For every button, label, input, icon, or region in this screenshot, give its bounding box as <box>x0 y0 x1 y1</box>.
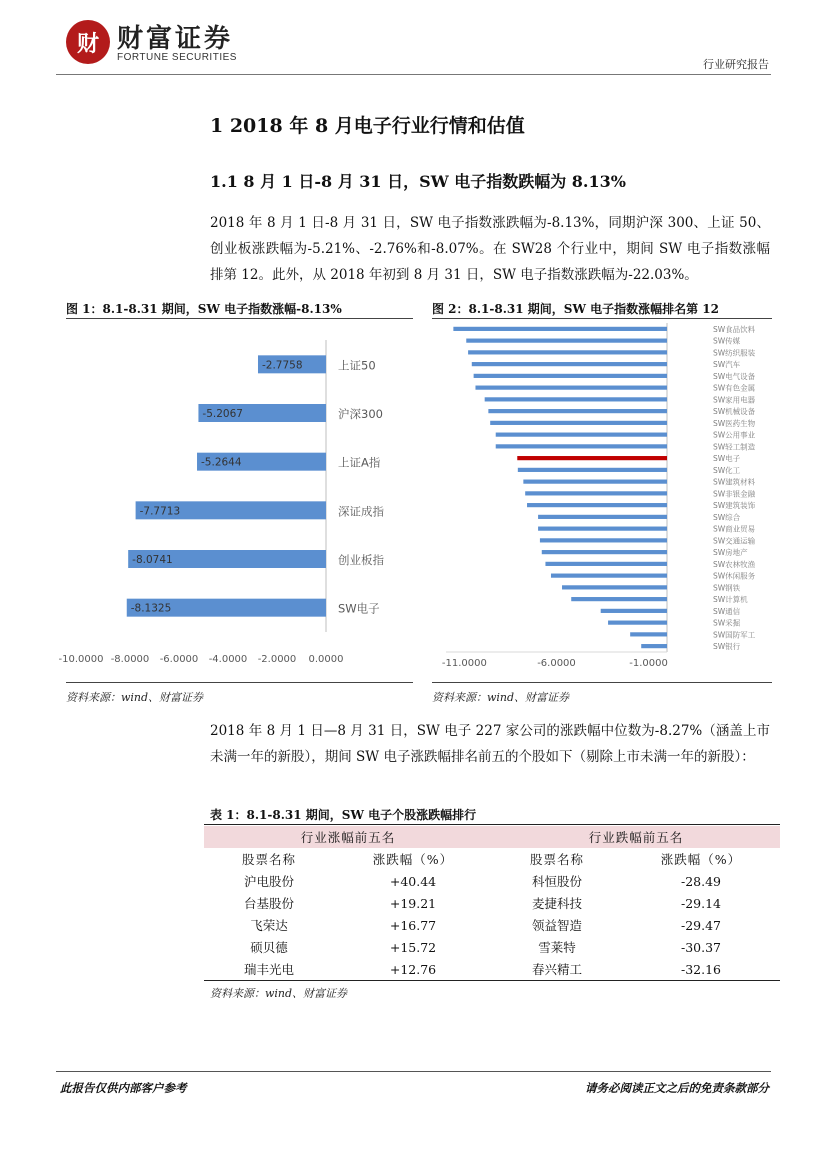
x-tick-label: -6.0000 <box>537 658 576 669</box>
x-tick-label: -1.0000 <box>629 658 668 669</box>
x-tick-label: -10.0000 <box>58 654 104 665</box>
figure-2-title: 图 2：8.1-8.31 期间，SW 电子指数涨幅排名第 12 <box>432 302 719 316</box>
bar <box>527 503 667 507</box>
brand-name-en: FORTUNE SECURITIES <box>117 52 237 63</box>
table-row <box>204 958 780 981</box>
category-label: SW建筑材料 <box>713 477 756 487</box>
header-divider <box>56 74 771 75</box>
subsection-heading: 1.1 8 月 1 日-8 月 31 日，SW 电子指数跌幅为 8.13% <box>210 172 626 191</box>
losers-group-header: 行业跌幅前五名 <box>492 826 780 848</box>
x-tick-label: -4.0000 <box>208 654 248 665</box>
category-label: SW轻工制造 <box>713 442 756 452</box>
stock-ranking-table <box>204 826 780 981</box>
bar <box>571 597 667 601</box>
category-label: SW非银金融 <box>713 489 756 499</box>
intro-paragraph: 2018 年 8 月 1 日-8 月 31 日，SW 电子指数涨跌幅为-8.13%，同期沪深 300、上证 50、创业板涨跌幅为-5.21%、-2.76%和-8.07%。在 SW28 个行业中，期间 SW 电子指数涨幅排第 12。此外，从 2018 年初到 8 月 31 日，SW 电子指数涨跌幅为-22.03%。 <box>210 215 770 283</box>
bar <box>475 386 667 390</box>
bar <box>545 562 667 566</box>
figure-1-top-rule <box>66 318 413 319</box>
bar <box>542 550 667 554</box>
x-tick-label: -8.0000 <box>110 654 150 665</box>
bar <box>523 480 667 484</box>
category-label: SW公用事业 <box>713 430 756 440</box>
category-label: SW通信 <box>713 606 741 616</box>
bar <box>518 468 667 472</box>
category-label: SW机械设备 <box>713 407 756 417</box>
table-row <box>204 892 780 914</box>
table-top-rule <box>204 824 780 825</box>
category-label: SW电气设备 <box>713 371 756 381</box>
gainer-change: +19.21 <box>389 895 437 911</box>
x-tick-label: -6.0000 <box>159 654 199 665</box>
loser-name: 领益智造 <box>531 918 582 933</box>
x-tick-label: -2.0000 <box>257 654 297 665</box>
category-label: SW交通运输 <box>713 536 756 546</box>
figure-2-top-rule <box>432 318 772 319</box>
bar <box>466 339 667 343</box>
x-tick-label: -11.0000 <box>441 658 487 669</box>
table-group-header-row <box>204 826 780 848</box>
stock-ranking-paragraph: 2018 年 8 月 1 日—8 月 31 日，SW 电子 227 家公司的涨跌幅中位数为-8.27%（涵盖上市未满一年的新股），期间 SW 电子涨跌幅排名前五的个股如下（剔除上市未满一年的新股）： <box>210 723 770 765</box>
bar <box>468 350 667 354</box>
gainer-change: +16.77 <box>389 917 437 933</box>
bar <box>472 362 667 366</box>
loser-name: 雪莱特 <box>538 940 576 955</box>
figure-2-chart <box>432 320 772 680</box>
bar <box>551 574 667 578</box>
bar <box>496 444 667 448</box>
section-heading: 1 2018 年 8 月电子行业行情和估值 <box>210 115 525 137</box>
figure-1-bottom-rule <box>66 682 413 683</box>
category-label: SW传媒 <box>713 336 741 346</box>
category-label: SW纺织服装 <box>713 348 756 358</box>
category-label: SW休闲服务 <box>713 571 756 581</box>
brand-name-cn: 财富证券 <box>117 24 234 54</box>
gainer-change: +40.44 <box>389 873 437 889</box>
data-label: -7.7713 <box>139 505 181 518</box>
data-label: -5.2644 <box>201 456 242 469</box>
bar <box>538 527 667 531</box>
gainer-name: 台基股份 <box>243 896 294 911</box>
data-label: -8.0741 <box>132 554 173 566</box>
gainer-change: +12.76 <box>334 958 492 981</box>
footer-disclaimer-left: 此报告仅供内部客户参考 <box>60 1081 187 1095</box>
category-label: SW房地产 <box>713 548 748 558</box>
gainer-name: 飞荣达 <box>250 918 288 933</box>
company-logo <box>66 20 110 64</box>
table-1-source: 资料来源：wind、财富证券 <box>210 987 348 1000</box>
bar <box>496 433 667 437</box>
loser-change: -30.37 <box>680 939 721 955</box>
bar <box>630 632 667 636</box>
category-label: SW采掘 <box>713 618 741 628</box>
gainers-group-header: 行业涨幅前五名 <box>204 826 492 848</box>
category-label: SW家用电器 <box>713 395 756 405</box>
bar <box>540 538 667 542</box>
category-label: 上证50 <box>338 358 376 373</box>
category-label: SW汽车 <box>713 360 741 370</box>
category-label: SW国防军工 <box>713 630 756 640</box>
footer-divider <box>56 1071 771 1072</box>
logo-glyph: 财 <box>76 30 99 57</box>
category-label: SW医药生物 <box>713 418 756 428</box>
column-header: 涨跌幅（%） <box>660 852 742 867</box>
data-label: -2.7758 <box>261 359 303 372</box>
footer-disclaimer-right: 请务必阅读正文之后的免责条款部分 <box>585 1081 769 1095</box>
bar <box>525 491 667 495</box>
column-header: 股票名称 <box>529 852 584 867</box>
bar <box>485 397 667 401</box>
data-label: -8.1325 <box>130 602 172 615</box>
loser-change: -28.49 <box>680 873 721 889</box>
category-label: SW综合 <box>713 512 741 522</box>
column-header: 涨跌幅（%） <box>372 852 454 867</box>
category-label: 创业板指 <box>338 553 384 567</box>
x-tick-label: 0.0000 <box>308 654 344 665</box>
gainer-name: 沪电股份 <box>243 874 294 889</box>
data-label: -5.2067 <box>202 408 243 420</box>
loser-change: -29.14 <box>680 895 721 911</box>
category-label: SW电子 <box>713 454 741 464</box>
bar <box>517 456 667 460</box>
bar <box>538 515 667 519</box>
figure-1-chart <box>58 320 413 680</box>
table-row <box>204 914 780 936</box>
bar <box>641 644 667 648</box>
category-label: SW建筑装饰 <box>713 501 756 511</box>
category-label: 深证成指 <box>338 504 384 519</box>
bar <box>474 374 667 378</box>
gainer-name: 硕贝德 <box>250 940 288 955</box>
bar <box>562 585 667 589</box>
report-type-label: 行业研究报告 <box>703 58 769 71</box>
table-column-header-row <box>204 848 780 870</box>
category-label: SW化工 <box>713 465 741 475</box>
category-label: SW有色金属 <box>713 383 756 393</box>
category-label: 沪深300 <box>338 407 383 421</box>
loser-name: 麦捷科技 <box>531 896 582 911</box>
bar <box>453 327 667 331</box>
loser-change: -32.16 <box>622 958 780 981</box>
table-row <box>204 870 780 892</box>
bar <box>490 421 667 425</box>
category-label: SW银行 <box>713 642 741 652</box>
gainer-change: +15.72 <box>389 939 437 955</box>
category-label: SW农林牧渔 <box>713 559 756 569</box>
table-row <box>204 936 780 958</box>
bar <box>601 609 667 613</box>
category-label: SW商业贸易 <box>713 524 756 534</box>
loser-name: 科恒股份 <box>531 874 582 889</box>
loser-change: -29.47 <box>680 917 721 933</box>
category-label: SW食品饮料 <box>713 324 756 334</box>
table-1-title: 表 1：8.1-8.31 期间，SW 电子个股涨跌幅排行 <box>210 808 477 822</box>
figure-2-bottom-rule <box>432 682 772 683</box>
figure-1-title: 图 1：8.1-8.31 期间，SW 电子指数涨幅-8.13% <box>66 302 342 316</box>
bar <box>488 409 667 413</box>
category-label: SW钢铁 <box>713 583 741 593</box>
loser-name: 春兴精工 <box>492 958 622 981</box>
category-label: 上证A指 <box>338 455 381 470</box>
category-label: SW计算机 <box>713 595 748 605</box>
figure-1-source: 资料来源：wind、财富证券 <box>66 691 204 704</box>
category-label: SW电子 <box>338 601 380 616</box>
bar <box>608 621 667 625</box>
gainer-name: 瑞丰光电 <box>204 958 334 981</box>
column-header: 股票名称 <box>241 852 296 867</box>
figure-2-source: 资料来源：wind、财富证券 <box>432 691 570 704</box>
